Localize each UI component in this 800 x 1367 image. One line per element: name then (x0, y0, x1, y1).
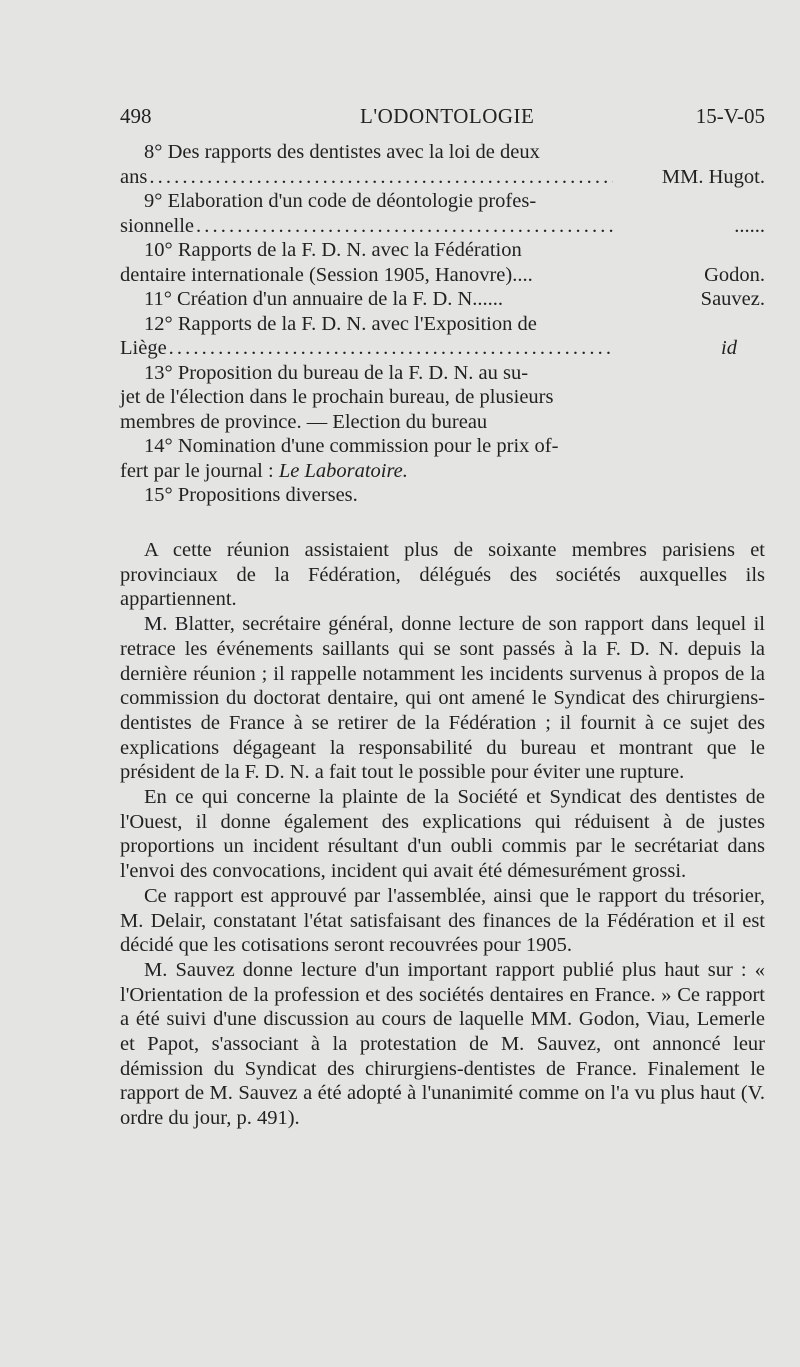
agenda-item-text: ans (120, 165, 148, 188)
leader-dots (149, 165, 613, 190)
agenda-item-text: 13° Proposition du bureau de la F. D. N. au su- (144, 361, 529, 384)
agenda-item-12 (120, 312, 765, 361)
leader-dots (169, 336, 613, 361)
agenda-item-text: 14° Nomination d'une commission pour le prix of- (144, 435, 559, 457)
agenda-item-10 (120, 238, 765, 287)
agenda-list (120, 140, 765, 508)
agenda-item-text: 8° Des rapports des dentistes avec la loi de deux (144, 141, 540, 163)
speaker-name: Godon. (704, 263, 765, 286)
leader-dots (196, 214, 613, 239)
agenda-item-text: 11° Création d'un annuaire de la F. D. N...... (144, 288, 504, 310)
speaker-name: id (721, 337, 737, 359)
paragraph: M. Sauvez donne lecture d'un important rapport publié plus haut sur : « l'Orientation de la profession et des sociétés dentaires en France. » Ce rapport a été suivi d'une discussion au cours de laquelle MM. Godon, Viau, Lemerle et Papot, s'associant à la protestation de M. Sauvez, ont annoncé leur démission du Syndicat des chirurgiens-dentistes de France. Finalement le rapport de M. Sauvez a été adopté à l'unanimité comme on l'a vu plus haut (V. ordre du jour, p. 491). (120, 958, 765, 1130)
agenda-item-15 (120, 483, 765, 508)
agenda-item-9 (120, 189, 765, 238)
agenda-item-text: sionnelle (120, 214, 195, 237)
paragraph: Ce rapport est approuvé par l'assemblée, ainsi que le rapport du trésorier, M. Delair, constatant l'état satisfaisant des finances de la Fédération et il est décidé que les cotisations seront recouvrées pour 1905. (120, 884, 765, 957)
agenda-item-text: 12° Rapports de la F. D. N. avec l'Exposition de (144, 312, 537, 335)
leader-row (120, 336, 615, 361)
agenda-item-text: 15° Propositions diverses. (144, 484, 358, 506)
agenda-item-11 (120, 287, 765, 312)
agenda-item-text: Liège (120, 337, 167, 359)
agenda-item-text: membres de province. — Election du bureau (120, 410, 488, 433)
leader-row (120, 214, 615, 239)
paragraph: M. Blatter, secrétaire général, donne lecture de son rapport dans lequel il retrace les événements saillants qui se sont passés à la F. D. N. depuis la dernière réunion ; il rappelle notamment les incidents survenus à propos de la commission du doctorat dentaire, qui ont amené le Syndicat des chirurgiens-dentistes de France à se retirer de la Fédération ; il fournit à ce sujet des explications dégageant la responsabilité du bureau et montrant que le président de la F. D. N. a fait tout le possible pour éviter une rupture. (120, 613, 765, 784)
issue-date: 15-V-05 (695, 104, 765, 128)
speaker-name: ...... (734, 214, 765, 237)
speaker-name: Sauvez. (700, 288, 765, 310)
agenda-item-text: 9° Elaboration d'un code de déontologie profes- (144, 190, 537, 212)
speaker-name: MM. Hugot. (661, 165, 765, 188)
agenda-item-text: 10° Rapports de la F. D. N. avec la Fédération (144, 239, 522, 261)
running-header (120, 104, 765, 134)
leader-row (120, 165, 615, 190)
page-number: 498 (120, 104, 152, 128)
body-text (120, 538, 765, 1131)
paragraph: En ce qui concerne la plainte de la Société et Syndicat des dentistes de l'Ouest, il donne également des explications qui réduisent à de justes proportions un incident résultant d'un oubli commis par le secrétariat dans l'envoi des convocations, incident qui avait été démesurément grossi. (120, 786, 765, 883)
agenda-item-text (120, 459, 765, 484)
journal-name: Le Laboratoire. (278, 459, 408, 482)
agenda-item-8 (120, 140, 765, 189)
agenda-item-text: dentaire internationale (Session 1905, Hanovre).... (120, 263, 533, 286)
journal-title: L'ODONTOLOGIE (360, 104, 535, 128)
agenda-item-13 (120, 361, 765, 435)
agenda-item-text: jet de l'élection dans le prochain bureau, de plusieurs (120, 386, 554, 408)
agenda-item-text-part: fert par le journal : (120, 459, 279, 482)
paragraph: A cette réunion assistaient plus de soixante membres parisiens et provinciaux de la Fédération, délégués des sociétés auxquelles ils appartiennent. (120, 539, 765, 611)
agenda-item-14 (120, 434, 765, 483)
